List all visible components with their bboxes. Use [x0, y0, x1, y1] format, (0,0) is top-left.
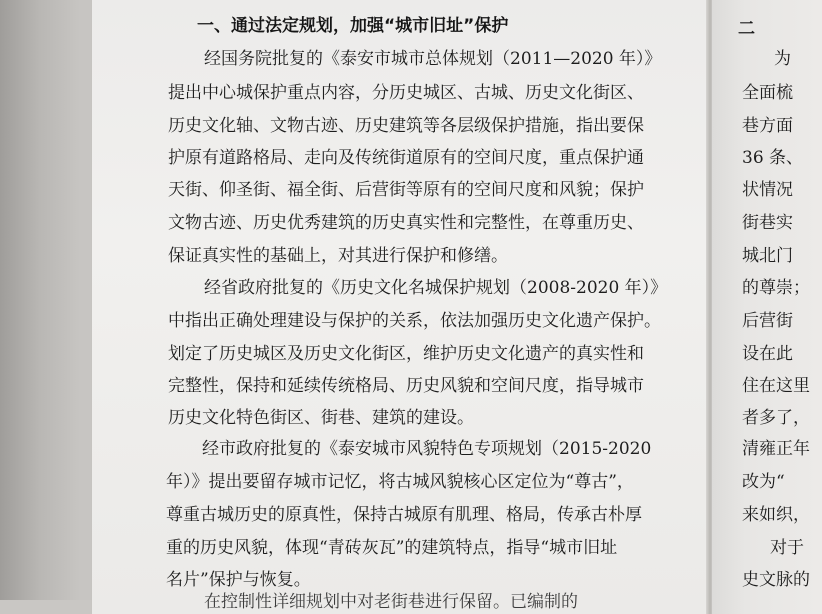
paragraph-2-line-2: 中指出正确处理建设与保护的关系，依法加强历史文化遗产保护。	[168, 311, 661, 331]
right-line-10: 设在此	[742, 344, 793, 364]
right-heading-fragment: 二	[738, 19, 755, 39]
right-line-5: 状情况	[742, 180, 793, 200]
right-line-4: 36 条、	[742, 148, 804, 168]
paragraph-3-line-4: 重的历史风貌，体现“青砖灰瓦”的建筑特点，指导“城市旧址	[166, 538, 618, 558]
paragraph-3-line-2: 年）》提出要留存城市记忆，将古城风貌核心区定位为“尊古”，	[166, 472, 634, 492]
right-line-14: 改为“	[742, 472, 785, 492]
paragraph-3-line-5: 名片”保护与恢复。	[166, 570, 311, 590]
paragraph-1-line-6: 文物古迹、历史优秀建筑的历史真实性和完整性，在尊重历史、	[168, 213, 644, 233]
right-line-15: 来如织，	[742, 505, 810, 525]
right-line-7: 城北门	[742, 246, 793, 266]
paragraph-2-line-5: 历史文化特色街区、街巷、建筑的建设。	[168, 408, 474, 428]
right-line-1: 为	[774, 49, 791, 69]
paragraph-1-line-1: 经国务院批复的《泰安市城市总体规划（2011—2020 年）》	[204, 49, 662, 69]
right-line-16: 对于	[770, 538, 804, 558]
paragraph-1-line-4: 护原有道路格局、走向及传统街道原有的空间尺度，重点保护通	[168, 148, 644, 168]
paragraph-2-line-1: 经省政府批复的《历史文化名城保护规划（2008-2020 年）》	[204, 278, 668, 298]
paragraph-1-line-2: 提出中心城保护重点内容，分历史城区、古城、历史文化街区、	[168, 83, 644, 103]
right-line-2: 全面梳	[742, 83, 793, 103]
paragraph-1-line-7: 保证真实性的基础上，对其进行保护和修缮。	[168, 246, 508, 266]
section-heading: 一、通过法定规划，加强“城市旧址”保护	[197, 16, 509, 36]
right-line-11: 住在这里	[742, 376, 810, 396]
paragraph-1-line-5: 天街、仰圣街、福全街、后营街等原有的空间尺度和风貌；保护	[168, 180, 644, 200]
right-line-13: 清雍正年	[742, 439, 810, 459]
right-line-9: 后营街	[742, 311, 793, 331]
paragraph-1-line-3: 历史文化轴、文物古迹、历史建筑等各层级保护措施，指出要保	[168, 116, 644, 136]
right-line-17: 史文脉的	[742, 570, 810, 590]
paragraph-2-line-4: 完整性，保持和延续传统格局、历史风貌和空间尺度，指导城市	[168, 376, 644, 396]
paragraph-3-line-3: 尊重古城历史的原真性，保持古城原有肌理、格局，传承古朴厚	[166, 505, 642, 525]
paragraph-4-line-1: 在控制性详细规划中对老街巷进行保留。已编制的	[204, 592, 578, 612]
right-line-12: 者多了，	[742, 408, 810, 428]
right-line-8: 的尊崇；	[742, 278, 810, 298]
paragraph-3-line-1: 经市政府批复的《泰安城市风貌特色专项规划（2015-2020	[202, 439, 652, 459]
paragraph-2-line-3: 划定了历史城区及历史文化街区，维护历史文化遗产的真实性和	[168, 344, 644, 364]
right-line-6: 街巷实	[742, 213, 793, 233]
right-line-3: 巷方面	[742, 116, 793, 136]
